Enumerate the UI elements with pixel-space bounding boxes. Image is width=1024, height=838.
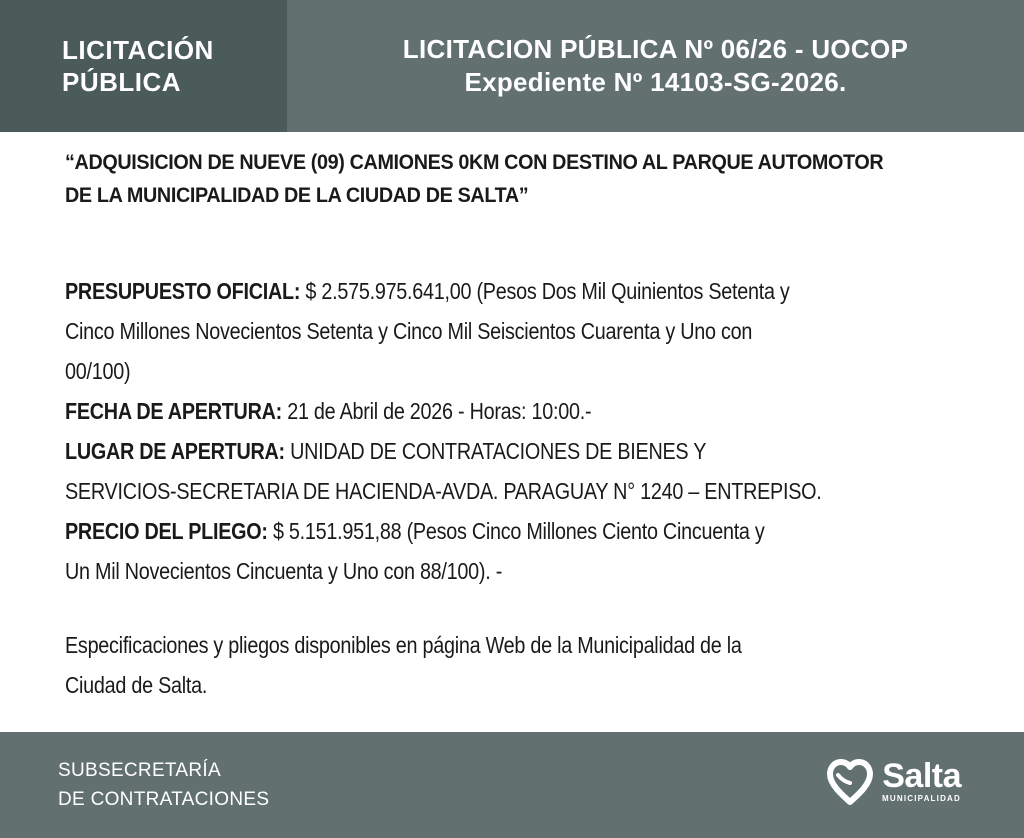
header-category — [0, 0, 287, 132]
footer-banner — [0, 732, 1024, 838]
price-line-1 — [65, 511, 891, 551]
opening-date — [65, 391, 891, 431]
price-line-2: Un Mil Novecientos Cincuenta y Uno con 88/100). - — [65, 558, 503, 584]
category-line-2: PÚBLICA — [62, 67, 182, 97]
tender-details — [65, 271, 891, 591]
logo-subtitle: MUNICIPALIDAD — [882, 794, 962, 803]
salta-logo — [824, 758, 961, 806]
availability-line-1: Especificaciones y pliegos disponibles en página Web de la Municipalidad de la — [65, 632, 742, 658]
availability-note — [65, 625, 925, 705]
footer-line-1: SUBSECRETARÍA — [58, 760, 221, 781]
header-title — [287, 0, 1024, 132]
subject-line-1: “ADQUISICION DE NUEVE (09) CAMIONES 0KM CON DESTINO AL PARQUE AUTOMOTOR — [65, 150, 884, 174]
tender-number: LICITACION PÚBLICA Nº 06/26 - UOCOP — [402, 34, 909, 64]
logo-name: Salta — [882, 757, 962, 795]
budget-line-1 — [65, 271, 891, 311]
file-number: Expediente Nº 14103-SG-2026. — [464, 67, 847, 97]
opening-place-line-2: SERVICIOS-SECRETARIA DE HACIENDA-AVDA. PARAGUAY N° 1240 – ENTREPISO. — [65, 478, 822, 504]
category-line-1: LICITACIÓN — [62, 35, 214, 65]
price-value: $ 5.151.951,88 (Pesos Cinco Millones Ciento Cincuenta y — [267, 518, 765, 544]
opening-place-line-1 — [65, 431, 891, 471]
heart-icon — [824, 758, 876, 806]
footer-line-2: DE CONTRATACIONES — [58, 789, 270, 810]
opening-place-label: LUGAR DE APERTURA: — [65, 438, 285, 464]
opening-date-label: FECHA DE APERTURA: — [65, 398, 282, 424]
availability-line-2: Ciudad de Salta. — [65, 672, 208, 698]
tender-subject — [65, 146, 911, 212]
opening-place-value: UNIDAD DE CONTRATACIONES DE BIENES Y — [284, 438, 707, 464]
budget-line-2: Cinco Millones Novecientos Setenta y Cinco Mil Seiscientos Cuarenta y Uno con — [65, 318, 753, 344]
header-banner — [0, 0, 1024, 132]
opening-date-value: 21 de Abril de 2026 - Horas: 10:00.- — [281, 398, 592, 424]
logo-wordmark — [882, 758, 961, 804]
budget-value: $ 2.575.975.641,00 (Pesos Dos Mil Quinientos Setenta y — [300, 278, 790, 304]
price-label: PRECIO DEL PLIEGO: — [65, 518, 268, 544]
budget-line-3: 00/100) — [65, 358, 131, 384]
subject-line-2: DE LA MUNICIPALIDAD DE LA CIUDAD DE SALTA” — [65, 183, 529, 207]
footer-department — [58, 756, 269, 814]
budget-label: PRESUPUESTO OFICIAL: — [65, 278, 301, 304]
